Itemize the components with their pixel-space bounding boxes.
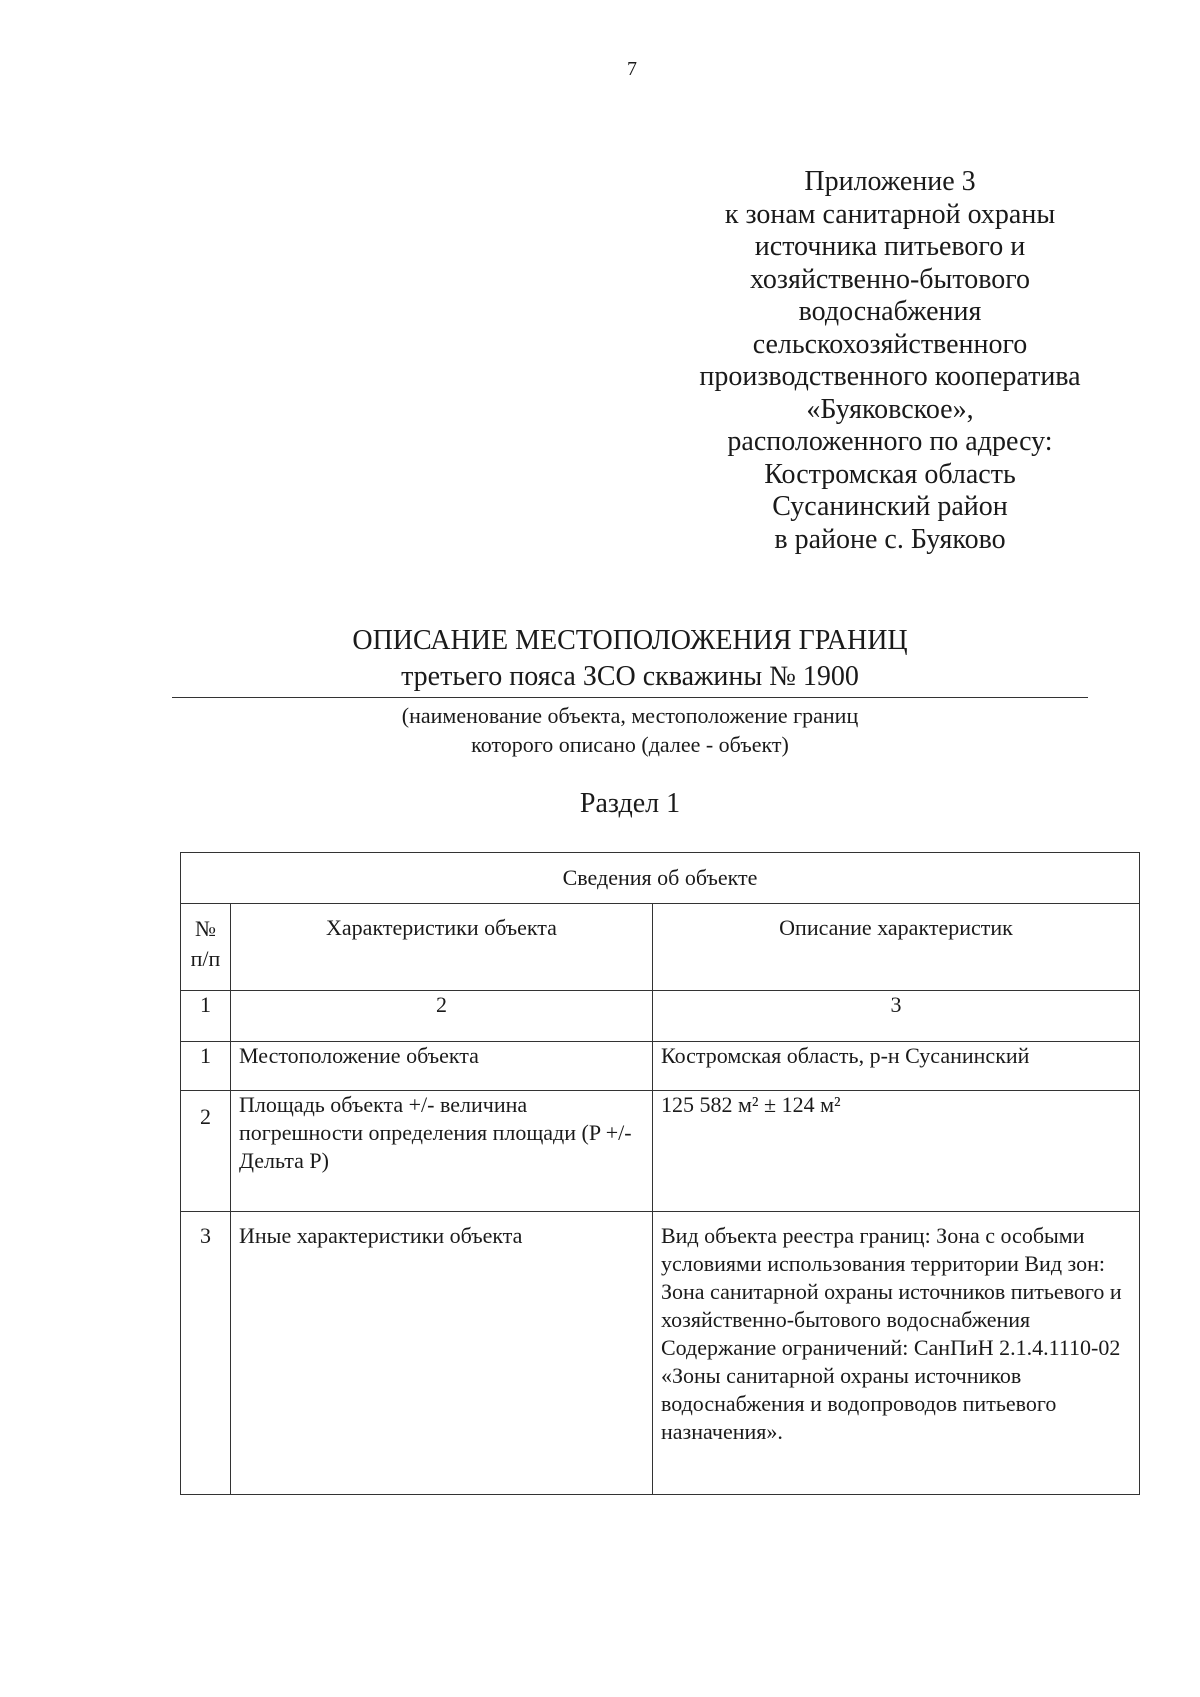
header-number-line1: № bbox=[195, 916, 216, 941]
row-number: 1 bbox=[181, 1042, 231, 1091]
header-number bbox=[181, 904, 231, 991]
column-number: 1 bbox=[181, 991, 231, 1042]
table-header-row bbox=[181, 904, 1140, 991]
header-number-line2: п/п bbox=[190, 946, 221, 971]
appendix-line: источника питьевого и bbox=[754, 231, 1026, 262]
document-title: ОПИСАНИЕ МЕСТОПОЛОЖЕНИЯ ГРАНИЦ bbox=[352, 625, 908, 656]
row-number: 3 bbox=[181, 1212, 231, 1495]
column-number: 2 bbox=[231, 991, 653, 1042]
row-description: Костромская область, р-н Сусанинский bbox=[653, 1042, 1140, 1091]
object-name: третьего пояса ЗСО скважины № 1900 bbox=[172, 660, 1088, 698]
column-number-row bbox=[181, 991, 1140, 1042]
column-number: 3 bbox=[653, 991, 1140, 1042]
appendix-line: Приложение 3 bbox=[804, 166, 976, 197]
table-row bbox=[181, 1042, 1140, 1091]
object-name-caption bbox=[172, 701, 1088, 759]
row-characteristic: Местоположение объекта bbox=[231, 1042, 653, 1091]
appendix-line: Сусанинский район bbox=[772, 491, 1008, 522]
table-row bbox=[181, 1091, 1140, 1212]
header-characteristic: Характеристики объекта bbox=[231, 904, 653, 991]
section-title: Раздел 1 bbox=[579, 788, 681, 819]
caption-line: (наименование объекта, местоположение границ bbox=[401, 703, 859, 728]
appendix-line: производственного кооператива bbox=[699, 361, 1081, 392]
appendix-block bbox=[660, 166, 1120, 556]
appendix-line: «Буяковское», bbox=[806, 393, 974, 425]
row-description: 125 582 м² ± 124 м² bbox=[653, 1091, 1140, 1212]
row-description: Вид объекта реестра границ: Зона с особыми условиями использования территории Вид зон: Зона санитарной охраны источников питьевого и хозяйственно-бытового водоснабжения Содержание ограничений: СанПиН 2.1.4.1110-02 «Зоны санитарной охраны источников водоснабжения и водопроводов питьевого назначения». bbox=[653, 1212, 1140, 1495]
page-number: 7 bbox=[627, 58, 637, 80]
appendix-line: сельскохозяйственного bbox=[752, 328, 1028, 360]
appendix-line: расположенного по адресу: bbox=[727, 426, 1053, 457]
appendix-line: в районе с. Буяково bbox=[774, 523, 1006, 555]
object-info-table bbox=[180, 852, 1140, 1495]
appendix-line: к зонам санитарной охраны bbox=[724, 198, 1056, 230]
caption-line: которого описано (далее - объект) bbox=[471, 732, 789, 757]
row-characteristic: Иные характеристики объекта bbox=[231, 1212, 653, 1495]
header-description: Описание характеристик bbox=[653, 904, 1140, 991]
table-caption: Сведения об объекте bbox=[181, 853, 1140, 904]
appendix-line: водоснабжения bbox=[798, 296, 982, 327]
appendix-line: хозяйственно-бытового bbox=[749, 263, 1031, 295]
row-number: 2 bbox=[181, 1091, 231, 1212]
table-row bbox=[181, 1212, 1140, 1495]
appendix-line: Костромская область bbox=[764, 458, 1016, 490]
row-characteristic: Площадь объекта +/- величина погрешности определения площади (P +/- Дельта P) bbox=[231, 1091, 653, 1212]
